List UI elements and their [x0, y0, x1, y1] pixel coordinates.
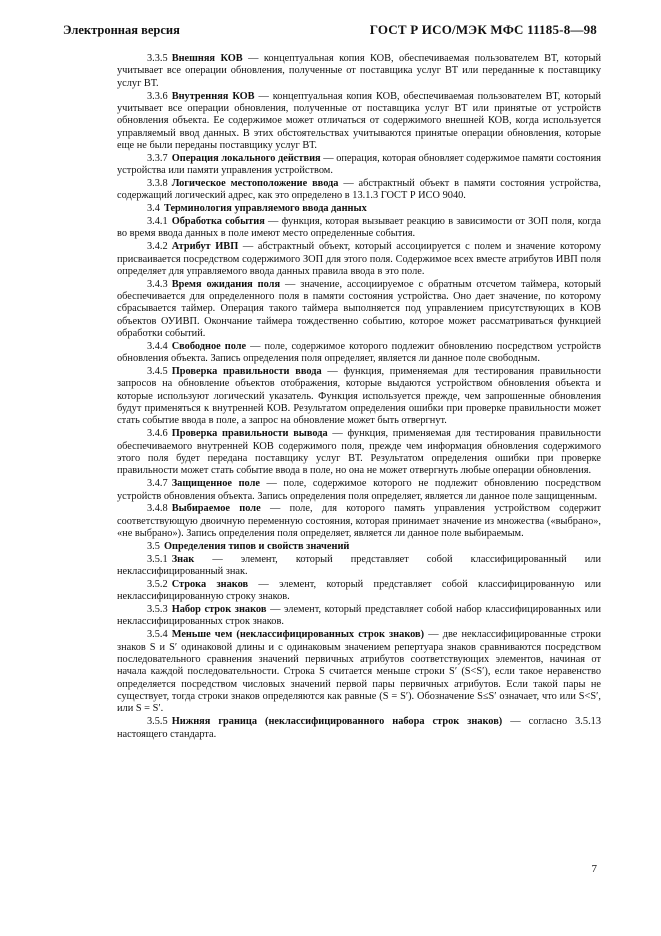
definition-text: — операция, которая обновляет содержимое памяти состояния устройства или памяти управления устройством.: [117, 152, 601, 177]
clause-number: 3.4.3: [147, 278, 168, 290]
clause-number: 3.4.8: [147, 503, 168, 515]
clause-number: 3.5.2: [147, 578, 168, 590]
defined-term: Нижняя граница (неклассифицированного набора строк знаков): [171, 716, 503, 728]
definition-paragraph: [117, 91, 601, 153]
defined-term: Логическое местоположение ввода: [171, 177, 339, 189]
clause-number: 3.5.3: [147, 604, 168, 616]
definition-text: — две неклассифицированные строки знаков S и S′ одинаковой длины и с одинаковым значением репертуара знаков сравниваются посредством последовательного сравнения значений первичных атрибутов соответствующих элементов, начиная от начала каждой последовательности. Строка S считается меньше строки S′ (S<S′), если такое неравенство определяется посредством числовых значений первой пары первичных атрибутов. Если такой пары не существует, тогда строки знаков определяются как равные (S = S′). Обозначение S≤S′ означает, что или S<S′, или S = S′.: [117, 629, 601, 715]
defined-term: Время ожидания поля: [171, 278, 281, 290]
definition-paragraph: [117, 153, 601, 178]
clause-number: 3.4.1: [147, 215, 168, 227]
definition-paragraph: [117, 241, 601, 278]
defined-term: Набор строк знаков: [171, 604, 267, 616]
definition-text: — функция, применяемая для тестирования правильности обеспечиваемого внутренней КОВ содержимого поля, прежде чем информация обновления содержимого этого поля будет передана поставщику услуг ВТ. Результатом определения ошибки при проверке правильности может стать событие ввода в поле, но она не может отвергнуть любые операции обновления.: [117, 428, 601, 477]
definition-paragraph: [117, 579, 601, 604]
definition-text: — элемент, который представляет собой классифицированную или неклассифицированную строку знаков.: [117, 578, 601, 603]
definition-paragraph: [117, 716, 601, 741]
clause-number: 3.4.4: [147, 340, 168, 352]
definition-text: — элемент, который представляет собой классифицированный или неклассифицированный знак.: [117, 553, 601, 578]
header-standard-number: ГОСТ Р ИСО/МЭК МФС 11185-8—98: [369, 22, 597, 37]
definition-paragraph: [117, 178, 601, 203]
defined-term: Меньше чем (неклассифицированных строк знаков): [171, 629, 425, 641]
definition-text: — согласно 3.5.13 настоящего стандарта.: [117, 716, 601, 740]
definition-paragraph: [117, 503, 601, 540]
definition-paragraph: [117, 341, 601, 366]
definition-text: — поле, для которого память управления устройством содержит соответствующую двоичную переменную состояния, которая принимает значение из множества («выбрано», «не выбрано»). Запись определения поля определяет, является ли данное поле выбираемым.: [117, 503, 601, 540]
defined-term: Обработка события: [171, 215, 265, 227]
document-body: [117, 53, 601, 741]
clause-number: 3.4.5: [147, 366, 168, 378]
defined-term: Проверка правильности ввода: [171, 366, 322, 378]
definition-text: — абстрактный объект в памяти состояния устройства, содержащий логический адрес, как это определено в 13.1.3 ГОСТ Р ИСО 9040.: [117, 177, 601, 202]
clause-number: 3.3.6: [147, 90, 168, 102]
clause-number: 3.4.6: [147, 428, 168, 440]
clause-number: 3.5.4: [147, 629, 168, 641]
definition-text: — поле, содержимое которого подлежит обновлению посредством устройств обновления объекта. Запись определения поля определяет, является ли данное поле свободным.: [117, 340, 601, 365]
definition-text: — поле, содержимое которого не подлежит обновлению посредством устройств обновления объекта. Запись определения поля определяет, является ли данное поле защищенным.: [117, 478, 601, 502]
clause-number: 3.5: [147, 540, 160, 552]
clause-number: 3.5.5: [147, 716, 168, 728]
page-number: 7: [591, 863, 597, 875]
definition-text: — концептуальная копия КОВ, обеспечиваемая пользователем ВТ, который учитывает все операции обновления, полученные от поставщика услуг ВТ или принятые от устройств обновления объекта. Ее содержимое может отличаться от содержимого внешней КОВ, когда используется управляемый ввод данных. В этих обстоятельствах учитываются принятые операции обновления, которые еще не были переданы поставщику услуг ВТ.: [117, 90, 601, 151]
defined-term: Свободное поле: [171, 340, 247, 352]
definition-paragraph: [117, 366, 601, 428]
definition-paragraph: [117, 428, 601, 477]
definition-paragraph: [117, 216, 601, 241]
definition-text: — значение, ассоциируемое с обратным отсчетом таймера, который обеспечивается для определенного поля в памяти состояния устройства. Оно дает значение, по которому сбрасывается таймер. Операция такого таймера выполняется под управлением присутствующих в КОВ объектов ОУИВП. Окончание таймера тождественно событию, которое может рассматриваться функцией обработки событий.: [117, 278, 601, 340]
definition-text: — элемент, который представляет собой набор классифицированных или неклассифицированных строк знаков.: [117, 604, 601, 628]
definition-text: — концептуальная копия КОВ, обеспечиваемая пользователем ВТ, который учитывает все операции обновления, полученные от поставщика услуг ВТ или переданные к поставщику услуг ВТ.: [117, 53, 601, 89]
defined-term: Знак: [171, 553, 195, 565]
definition-paragraph: [117, 629, 601, 715]
defined-term: Выбираемое поле: [171, 503, 261, 515]
defined-term: Строка знаков: [171, 578, 249, 590]
section-heading: [117, 541, 601, 553]
definition-text: — абстрактный объект, который ассоциируется с полем и значение которому присваивается посредством содержимого ЗОП для этого поля. Содержимое всех вместе атрибутов ИВП поля определяет для управляемого ввода данных правила ввода в это поле.: [117, 241, 602, 277]
defined-term: Операция локального действия: [171, 152, 321, 164]
defined-term: Проверка правильности вывода: [171, 428, 328, 440]
section-title: Терминология управляемого ввода данных: [163, 203, 367, 215]
clause-number: 3.5.1: [147, 553, 168, 565]
section-heading: [117, 203, 601, 215]
definition-paragraph: [117, 478, 601, 503]
definition-paragraph: [117, 53, 601, 90]
definition-text: — функция, которая вызывает реакцию в зависимости от ЗОП поля, когда во время ввода данных в поле имеют место определенные события.: [117, 215, 601, 240]
definition-paragraph: [117, 604, 601, 629]
defined-term: Внутренняя КОВ: [171, 90, 255, 102]
clause-number: 3.4.7: [147, 478, 168, 490]
header-edition-label: Электронная версия: [63, 23, 180, 37]
clause-number: 3.4.2: [147, 241, 168, 253]
clause-number: 3.3.7: [147, 152, 168, 164]
defined-term: Защищенное поле: [171, 478, 260, 490]
section-title: Определения типов и свойств значений: [163, 540, 350, 552]
definition-text: — функция, применяемая для тестирования правильности запросов на обновление объектов отображения, которые выдаются устройством обновления объекта и которые используют логический указатель. Функция используется прежде, чем запрошенные обновления будут применяться к внутренней КОВ. Результатом определения ошибки при проверке правильности может стать событие ввода в поле, а запрос на обновление может быть отвергнут.: [117, 366, 601, 427]
clause-number: 3.3.8: [147, 177, 168, 189]
clause-number: 3.3.5: [147, 53, 168, 64]
definition-paragraph: [117, 279, 601, 341]
clause-number: 3.4: [147, 203, 160, 215]
definition-paragraph: [117, 554, 601, 579]
defined-term: Атрибут ИВП: [171, 241, 239, 253]
defined-term: Внешняя КОВ: [171, 53, 243, 64]
